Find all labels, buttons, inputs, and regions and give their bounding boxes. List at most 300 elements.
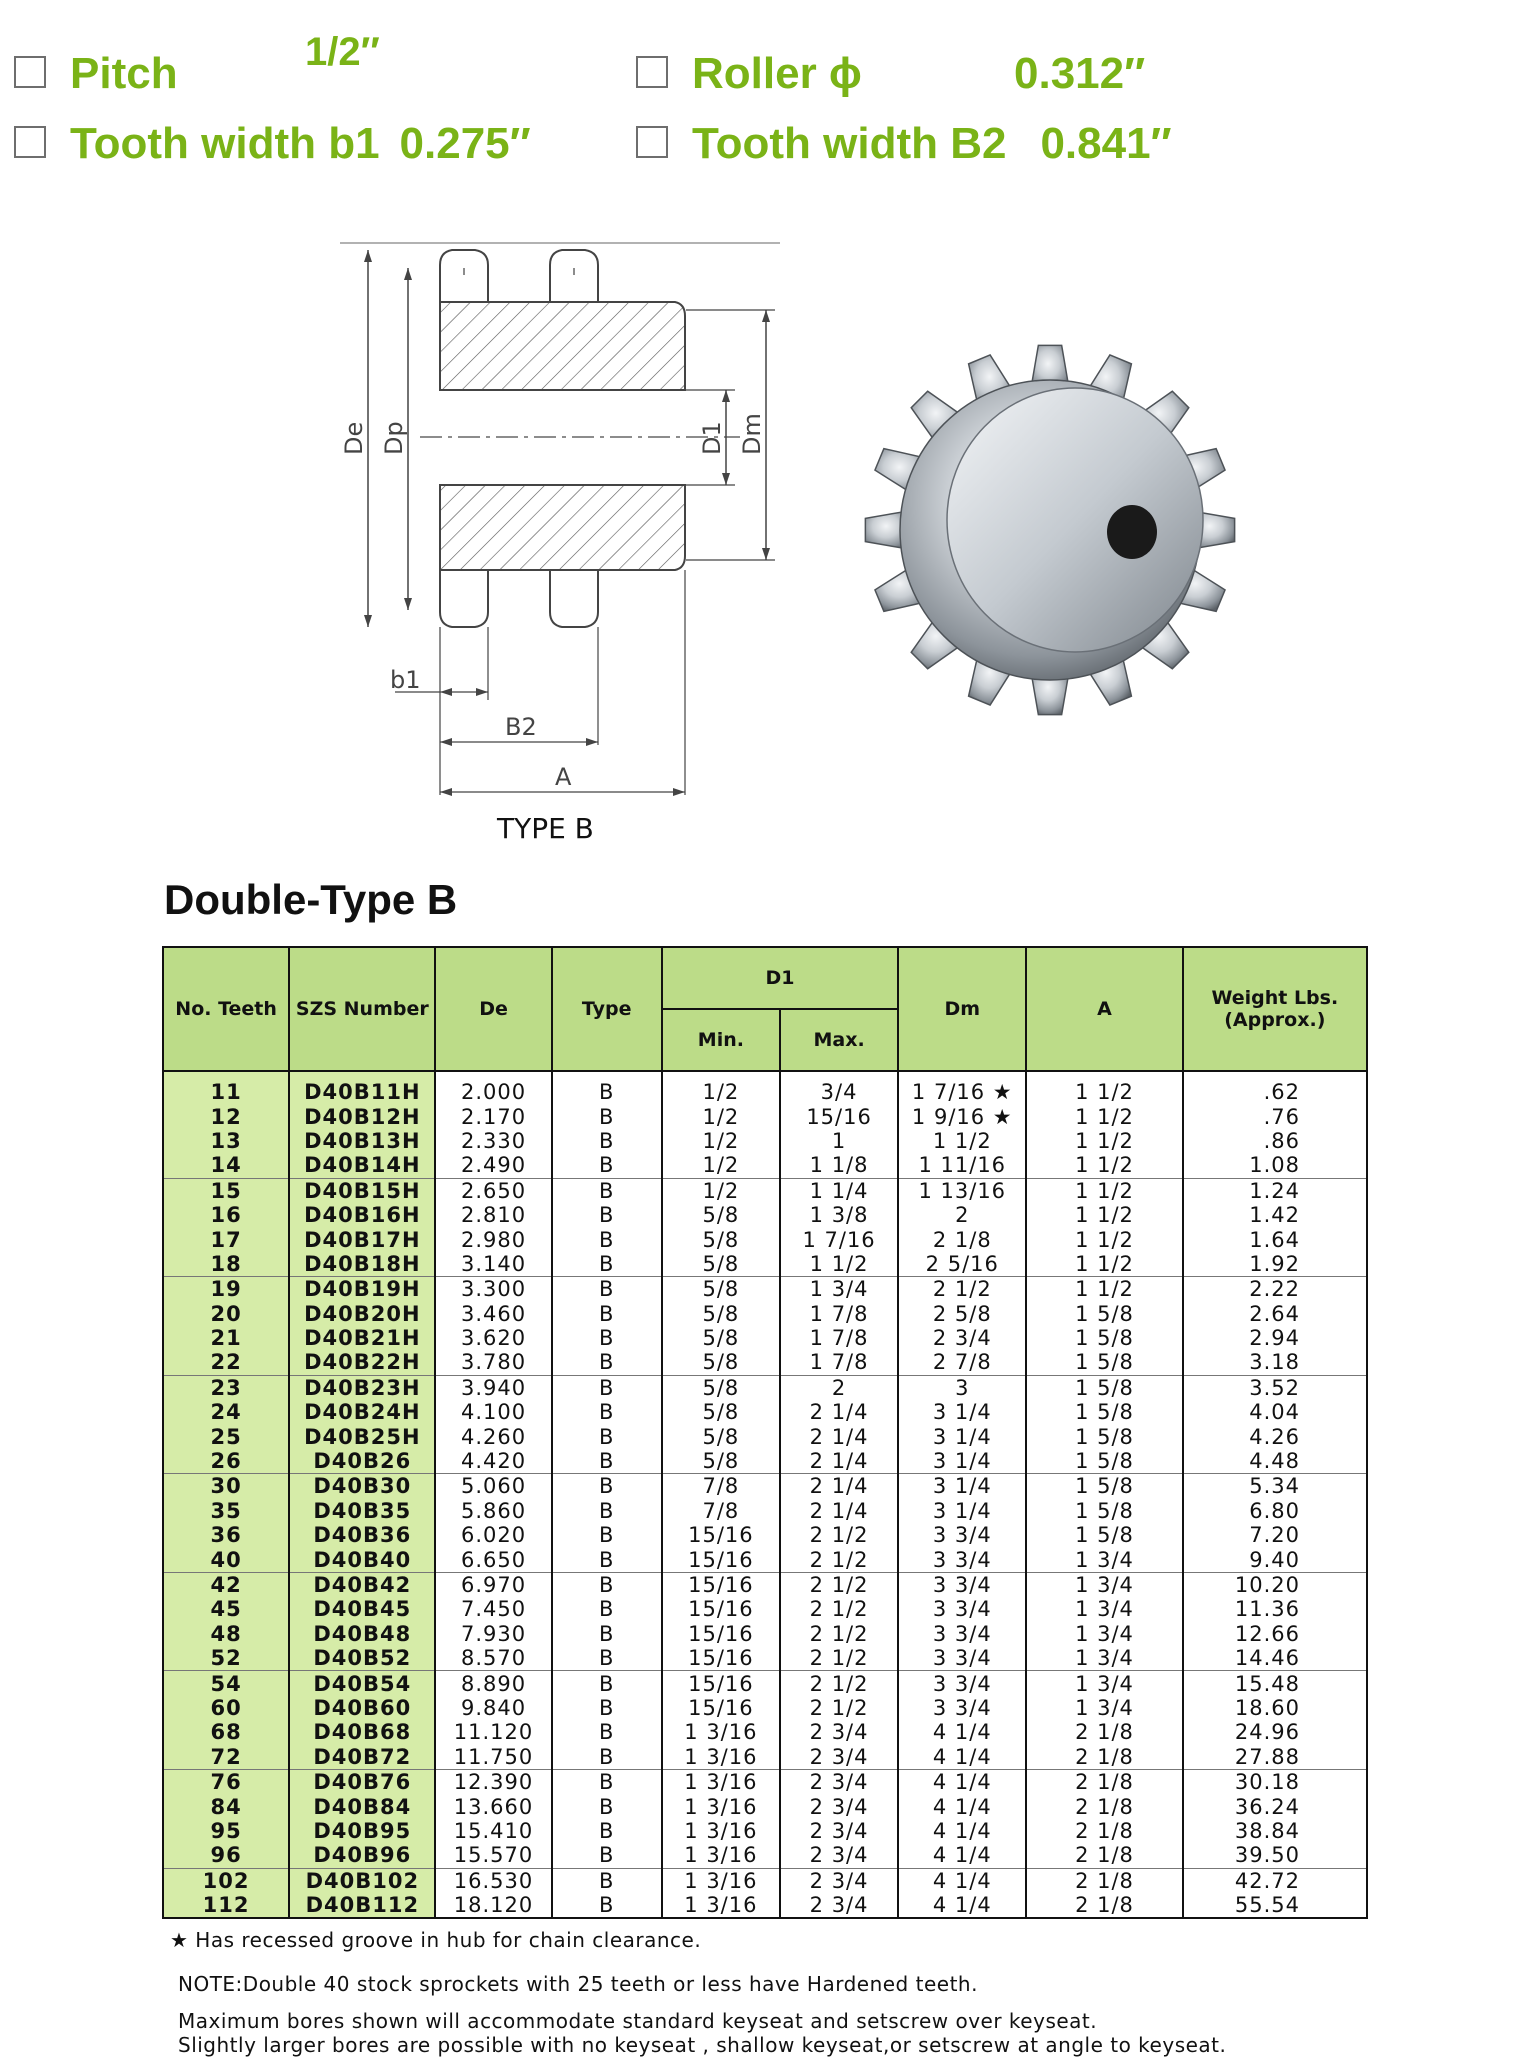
- table-cell: D40B18H: [289, 1252, 435, 1277]
- table-cell: 7/8: [662, 1474, 780, 1499]
- table-row: [163, 1646, 1367, 1671]
- table-cell: 5/8: [662, 1350, 780, 1375]
- table-cell: 3 1/4: [898, 1499, 1026, 1523]
- table-row: [163, 1572, 1367, 1597]
- table-cell: 5/8: [662, 1203, 780, 1227]
- table-cell: 22: [163, 1350, 289, 1375]
- table-cell: 25: [163, 1424, 289, 1448]
- table-cell: 1/2: [662, 1104, 780, 1128]
- table-cell: 45: [163, 1597, 289, 1621]
- table-cell: D40B22H: [289, 1350, 435, 1375]
- table-cell: 5/8: [662, 1326, 780, 1350]
- table-cell: 1 11/16: [898, 1153, 1026, 1178]
- b1-value: 0.275″: [399, 119, 531, 168]
- table-cell: 4.48: [1183, 1449, 1367, 1474]
- label-a: A: [555, 763, 572, 791]
- table-cell: 3 3/4: [898, 1572, 1026, 1597]
- table-cell: 36: [163, 1523, 289, 1547]
- table-cell: 3 3/4: [898, 1547, 1026, 1572]
- table-cell: 15.48: [1183, 1671, 1367, 1696]
- table-cell: 1 9/16 ★: [898, 1104, 1026, 1128]
- technical-drawing: [320, 230, 790, 855]
- table-cell: 2.64: [1183, 1302, 1367, 1326]
- spec-b2: [636, 119, 1172, 168]
- table-cell: 1 1/2: [1026, 1129, 1182, 1153]
- table-cell: 2 1/8: [1026, 1868, 1182, 1893]
- table-cell: 72: [163, 1745, 289, 1770]
- table-cell: B: [552, 1893, 662, 1918]
- b2-value: 0.841″: [1040, 119, 1172, 168]
- table-row: [163, 1350, 1367, 1375]
- table-cell: 1 1/2: [1026, 1178, 1182, 1203]
- table-cell: 2 3/4: [780, 1868, 898, 1893]
- table-cell: 3 3/4: [898, 1622, 1026, 1646]
- table-cell: 4 1/4: [898, 1745, 1026, 1770]
- table-cell: 2 1/8: [898, 1227, 1026, 1251]
- table-cell: 1 5/8: [1026, 1474, 1182, 1499]
- table-cell: 27.88: [1183, 1745, 1367, 1770]
- table-cell: B: [552, 1400, 662, 1424]
- table-cell: B: [552, 1769, 662, 1794]
- table-row: [163, 1794, 1367, 1818]
- table-cell: 2 3/4: [780, 1769, 898, 1794]
- table-cell: 3 1/4: [898, 1474, 1026, 1499]
- table-row: [163, 1227, 1367, 1251]
- table-row: [163, 1819, 1367, 1843]
- table-cell: B: [552, 1277, 662, 1302]
- table-cell: 3 1/4: [898, 1449, 1026, 1474]
- table-cell: 8.890: [435, 1671, 551, 1696]
- table-row: [163, 1499, 1367, 1523]
- table-cell: 16: [163, 1203, 289, 1227]
- table-cell: D40B48: [289, 1622, 435, 1646]
- table-cell: 1 3/16: [662, 1794, 780, 1818]
- table-cell: 60: [163, 1696, 289, 1720]
- table-cell: 3 3/4: [898, 1523, 1026, 1547]
- note-bores-1: Maximum bores shown will accommodate standard keyseat and setscrew over keyseat.: [178, 2009, 1098, 2033]
- table-cell: 7.20: [1183, 1523, 1367, 1547]
- table-row: [163, 1474, 1367, 1499]
- table-cell: 7.930: [435, 1622, 551, 1646]
- table-cell: 4.420: [435, 1449, 551, 1474]
- table-cell: 1: [780, 1129, 898, 1153]
- table-cell: 1 5/8: [1026, 1523, 1182, 1547]
- table-cell: 84: [163, 1794, 289, 1818]
- table-cell: 4 1/4: [898, 1794, 1026, 1818]
- table-cell: D40B16H: [289, 1203, 435, 1227]
- table-cell: B: [552, 1523, 662, 1547]
- note-star: ★ Has recessed groove in hub for chain clearance.: [170, 1928, 702, 1952]
- table-cell: 7/8: [662, 1499, 780, 1523]
- table-cell: 16.530: [435, 1868, 551, 1893]
- pitch-value: 1/2″: [305, 30, 380, 74]
- table-cell: 2.22: [1183, 1277, 1367, 1302]
- table-cell: 15: [163, 1178, 289, 1203]
- table-cell: 5/8: [662, 1277, 780, 1302]
- table-cell: 2 1/8: [1026, 1819, 1182, 1843]
- table-row: [163, 1071, 1367, 1104]
- table-cell: B: [552, 1671, 662, 1696]
- table-cell: .62: [1183, 1071, 1367, 1104]
- table-cell: 55.54: [1183, 1893, 1367, 1918]
- table-cell: 4.26: [1183, 1424, 1367, 1448]
- table-cell: 3.300: [435, 1277, 551, 1302]
- b1-label: Tooth width b1: [70, 119, 380, 168]
- drawing-caption: TYPE B: [497, 812, 594, 845]
- table-cell: 2 1/2: [898, 1277, 1026, 1302]
- table-cell: 12.390: [435, 1769, 551, 1794]
- table-cell: 15/16: [662, 1547, 780, 1572]
- table-cell: 2.810: [435, 1203, 551, 1227]
- table-cell: 2.330: [435, 1129, 551, 1153]
- sprocket-section-svg: [320, 230, 790, 850]
- table-row: [163, 1326, 1367, 1350]
- table-cell: B: [552, 1227, 662, 1251]
- table-cell: D40B68: [289, 1720, 435, 1744]
- table-cell: 5.060: [435, 1474, 551, 1499]
- table-cell: 2.170: [435, 1104, 551, 1128]
- table-cell: B: [552, 1597, 662, 1621]
- table-cell: 2 1/2: [780, 1597, 898, 1621]
- table-cell: D40B13H: [289, 1129, 435, 1153]
- table-cell: 76: [163, 1769, 289, 1794]
- spec-roller: [636, 49, 862, 98]
- table-cell: 3/4: [780, 1071, 898, 1104]
- table-cell: 6.970: [435, 1572, 551, 1597]
- table-cell: 1 3/4: [1026, 1547, 1182, 1572]
- table-row: [163, 1252, 1367, 1277]
- table-cell: D40B84: [289, 1794, 435, 1818]
- table-cell: 18.60: [1183, 1696, 1367, 1720]
- table-cell: D40B112: [289, 1893, 435, 1918]
- table-cell: D40B14H: [289, 1153, 435, 1178]
- table-row: [163, 1400, 1367, 1424]
- table-cell: 1 5/8: [1026, 1449, 1182, 1474]
- table-cell: B: [552, 1572, 662, 1597]
- b1-checkbox[interactable]: [14, 126, 46, 158]
- table-cell: 1 3/4: [1026, 1671, 1182, 1696]
- table-cell: B: [552, 1868, 662, 1893]
- table-cell: 1 3/16: [662, 1893, 780, 1918]
- section-title: Double-Type B: [164, 876, 458, 923]
- table-cell: 1 3/16: [662, 1720, 780, 1744]
- table-cell: 3 1/4: [898, 1400, 1026, 1424]
- table-cell: 5.34: [1183, 1474, 1367, 1499]
- table-cell: 3.940: [435, 1375, 551, 1400]
- header-de: De: [435, 947, 551, 1071]
- table-cell: D40B20H: [289, 1302, 435, 1326]
- table-cell: 1 1/2: [780, 1252, 898, 1277]
- table-cell: D40B11H: [289, 1071, 435, 1104]
- table-cell: 36.24: [1183, 1794, 1367, 1818]
- table-row: [163, 1696, 1367, 1720]
- table-cell: 30: [163, 1474, 289, 1499]
- table-cell: 52: [163, 1646, 289, 1671]
- table-cell: B: [552, 1622, 662, 1646]
- table-row: [163, 1622, 1367, 1646]
- table-cell: 1 5/8: [1026, 1326, 1182, 1350]
- spec-pitch: [14, 49, 178, 98]
- table-cell: B: [552, 1104, 662, 1128]
- table-cell: B: [552, 1843, 662, 1868]
- table-row: [163, 1868, 1367, 1893]
- table-cell: 1 5/8: [1026, 1350, 1182, 1375]
- table-cell: 102: [163, 1868, 289, 1893]
- table-cell: 21: [163, 1326, 289, 1350]
- table-cell: 12: [163, 1104, 289, 1128]
- table-cell: 2 1/2: [780, 1547, 898, 1572]
- table-cell: B: [552, 1720, 662, 1744]
- label-dm: Dm: [738, 413, 766, 455]
- table-cell: 7.450: [435, 1597, 551, 1621]
- header-d1-min: Min.: [662, 1009, 780, 1071]
- table-cell: 15/16: [662, 1696, 780, 1720]
- table-cell: 40: [163, 1547, 289, 1572]
- table-cell: 4 1/4: [898, 1893, 1026, 1918]
- table-cell: 11.750: [435, 1745, 551, 1770]
- table-cell: B: [552, 1696, 662, 1720]
- table-cell: 26: [163, 1449, 289, 1474]
- table-cell: 3.140: [435, 1252, 551, 1277]
- label-d1: D1: [698, 421, 726, 455]
- table-cell: 24.96: [1183, 1720, 1367, 1744]
- table-cell: 35: [163, 1499, 289, 1523]
- table-cell: B: [552, 1350, 662, 1375]
- table-cell: 2 3/4: [898, 1326, 1026, 1350]
- table-cell: D40B95: [289, 1819, 435, 1843]
- table-cell: 112: [163, 1893, 289, 1918]
- table-row: [163, 1597, 1367, 1621]
- table-cell: 1.42: [1183, 1203, 1367, 1227]
- header-szs-number: SZS Number: [289, 947, 435, 1071]
- table-cell: 5/8: [662, 1252, 780, 1277]
- table-cell: 15.570: [435, 1843, 551, 1868]
- table-cell: D40B35: [289, 1499, 435, 1523]
- table-cell: 20: [163, 1302, 289, 1326]
- table-cell: 1 5/8: [1026, 1302, 1182, 1326]
- table-cell: 1 5/8: [1026, 1424, 1182, 1448]
- roller-checkbox[interactable]: [636, 56, 668, 88]
- table-cell: D40B54: [289, 1671, 435, 1696]
- table-cell: 11.36: [1183, 1597, 1367, 1621]
- table-cell: .86: [1183, 1129, 1367, 1153]
- b2-checkbox[interactable]: [636, 126, 668, 158]
- table-cell: D40B17H: [289, 1227, 435, 1251]
- table-cell: 1 13/16: [898, 1178, 1026, 1203]
- table-cell: 3.620: [435, 1326, 551, 1350]
- table-cell: 96: [163, 1843, 289, 1868]
- table-cell: D40B42: [289, 1572, 435, 1597]
- table-cell: 1 7/8: [780, 1302, 898, 1326]
- table-cell: 1 3/4: [1026, 1696, 1182, 1720]
- table-cell: 3: [898, 1375, 1026, 1400]
- table-cell: 2 1/8: [1026, 1769, 1182, 1794]
- table-body: [163, 1071, 1367, 1918]
- table-cell: D40B23H: [289, 1375, 435, 1400]
- table-row: [163, 1745, 1367, 1770]
- table-cell: 11: [163, 1071, 289, 1104]
- header-weight: Weight Lbs. (Approx.): [1183, 947, 1367, 1071]
- table-cell: 1 1/2: [1026, 1252, 1182, 1277]
- table-cell: .76: [1183, 1104, 1367, 1128]
- table-cell: 4.04: [1183, 1400, 1367, 1424]
- table-cell: B: [552, 1745, 662, 1770]
- table-cell: 2 1/4: [780, 1449, 898, 1474]
- table-cell: 15/16: [662, 1646, 780, 1671]
- table-cell: 1.64: [1183, 1227, 1367, 1251]
- note-hardened: NOTE:Double 40 stock sprockets with 25 teeth or less have Hardened teeth.: [178, 1972, 978, 1996]
- table-cell: 23: [163, 1375, 289, 1400]
- table-cell: 5/8: [662, 1375, 780, 1400]
- table-cell: 1 1/8: [780, 1153, 898, 1178]
- table-cell: 1 7/8: [780, 1350, 898, 1375]
- table-cell: 2 3/4: [780, 1843, 898, 1868]
- table-cell: 17: [163, 1227, 289, 1251]
- table-cell: 1 3/4: [780, 1277, 898, 1302]
- table-cell: 1/2: [662, 1129, 780, 1153]
- table-cell: D40B25H: [289, 1424, 435, 1448]
- table-cell: 14.46: [1183, 1646, 1367, 1671]
- table-cell: 2 3/4: [780, 1819, 898, 1843]
- table-cell: 1 3/4: [1026, 1572, 1182, 1597]
- table-cell: B: [552, 1449, 662, 1474]
- table-cell: 5/8: [662, 1449, 780, 1474]
- table-cell: 1 3/4: [1026, 1646, 1182, 1671]
- table-cell: B: [552, 1375, 662, 1400]
- table-cell: 1/2: [662, 1178, 780, 1203]
- table-cell: D40B102: [289, 1868, 435, 1893]
- table-cell: 1 1/2: [1026, 1277, 1182, 1302]
- table-cell: 2 5/16: [898, 1252, 1026, 1277]
- table-cell: 4 1/4: [898, 1843, 1026, 1868]
- table-row: [163, 1424, 1367, 1448]
- table-cell: 1 1/2: [1026, 1227, 1182, 1251]
- table-cell: 1 5/8: [1026, 1499, 1182, 1523]
- table-cell: 2 3/4: [780, 1794, 898, 1818]
- table-cell: B: [552, 1252, 662, 1277]
- table-cell: D40B76: [289, 1769, 435, 1794]
- note-bores-2: Slightly larger bores are possible with no keyseat , shallow keyseat,or setscrew at angle to keyseat.: [178, 2033, 1227, 2057]
- table-cell: D40B60: [289, 1696, 435, 1720]
- table-cell: 1 1/4: [780, 1178, 898, 1203]
- table-cell: 8.570: [435, 1646, 551, 1671]
- table-row: [163, 1375, 1367, 1400]
- table-cell: D40B45: [289, 1597, 435, 1621]
- table-cell: 3 3/4: [898, 1597, 1026, 1621]
- table-cell: D40B26: [289, 1449, 435, 1474]
- table-cell: 1 3/16: [662, 1745, 780, 1770]
- table-cell: 6.020: [435, 1523, 551, 1547]
- table-cell: 15.410: [435, 1819, 551, 1843]
- table-cell: 1 1/2: [1026, 1153, 1182, 1178]
- table-cell: 1 3/16: [662, 1843, 780, 1868]
- table-cell: D40B52: [289, 1646, 435, 1671]
- table-cell: 1 3/8: [780, 1203, 898, 1227]
- table-cell: 1 3/4: [1026, 1622, 1182, 1646]
- table-cell: B: [552, 1794, 662, 1818]
- table-cell: 1 3/16: [662, 1769, 780, 1794]
- table-cell: 1 1/2: [1026, 1071, 1182, 1104]
- pitch-checkbox[interactable]: [14, 56, 46, 88]
- label-de: De: [340, 421, 368, 455]
- label-b2: B2: [505, 713, 537, 741]
- table-cell: D40B40: [289, 1547, 435, 1572]
- table-cell: 9.840: [435, 1696, 551, 1720]
- sprocket-photo: [860, 320, 1260, 725]
- table-cell: 1/2: [662, 1153, 780, 1178]
- table-row: [163, 1104, 1367, 1128]
- table-cell: 1 3/4: [1026, 1597, 1182, 1621]
- spec-b1: [14, 119, 531, 168]
- table-cell: 24: [163, 1400, 289, 1424]
- table-cell: B: [552, 1203, 662, 1227]
- table-cell: 1.08: [1183, 1153, 1367, 1178]
- table-cell: 4 1/4: [898, 1769, 1026, 1794]
- table-cell: 54: [163, 1671, 289, 1696]
- table-cell: 4 1/4: [898, 1819, 1026, 1843]
- table-cell: 5/8: [662, 1302, 780, 1326]
- table-cell: 1 7/8: [780, 1326, 898, 1350]
- table-cell: 18.120: [435, 1893, 551, 1918]
- table-cell: B: [552, 1302, 662, 1326]
- table-row: [163, 1178, 1367, 1203]
- table-cell: 2.980: [435, 1227, 551, 1251]
- table-row: [163, 1129, 1367, 1153]
- table-cell: 15/16: [662, 1523, 780, 1547]
- table-cell: 1 3/16: [662, 1868, 780, 1893]
- table-row: [163, 1302, 1367, 1326]
- table-cell: 1 3/16: [662, 1819, 780, 1843]
- table-cell: 19: [163, 1277, 289, 1302]
- table-cell: 5/8: [662, 1400, 780, 1424]
- table-cell: 4.100: [435, 1400, 551, 1424]
- table-cell: 2.650: [435, 1178, 551, 1203]
- table-cell: 10.20: [1183, 1572, 1367, 1597]
- table-cell: 1 1/2: [1026, 1203, 1182, 1227]
- header-no-teeth: No. Teeth: [163, 947, 289, 1071]
- table-cell: 42: [163, 1572, 289, 1597]
- table-cell: 2 1/4: [780, 1474, 898, 1499]
- table-cell: 1 7/16: [780, 1227, 898, 1251]
- table-cell: B: [552, 1071, 662, 1104]
- table-cell: B: [552, 1474, 662, 1499]
- table-cell: 38.84: [1183, 1819, 1367, 1843]
- table-row: [163, 1277, 1367, 1302]
- table-cell: B: [552, 1499, 662, 1523]
- table-cell: 2 1/2: [780, 1523, 898, 1547]
- table-cell: 2 3/4: [780, 1893, 898, 1918]
- table-row: [163, 1523, 1367, 1547]
- table-cell: 30.18: [1183, 1769, 1367, 1794]
- roller-value: 0.312″: [1014, 49, 1146, 98]
- table-cell: D40B30: [289, 1474, 435, 1499]
- header-d1-max: Max.: [780, 1009, 898, 1071]
- table-cell: B: [552, 1547, 662, 1572]
- table-row: [163, 1547, 1367, 1572]
- sprocket-image: [860, 320, 1260, 720]
- table-cell: 2.490: [435, 1153, 551, 1178]
- table-cell: 2: [780, 1375, 898, 1400]
- header-a: A: [1026, 947, 1182, 1071]
- roller-label: Roller ϕ: [692, 49, 862, 98]
- table-cell: 2 1/2: [780, 1622, 898, 1646]
- table-cell: B: [552, 1153, 662, 1178]
- table-cell: 4 1/4: [898, 1720, 1026, 1744]
- table-cell: 1 5/8: [1026, 1375, 1182, 1400]
- table-cell: 11.120: [435, 1720, 551, 1744]
- table-cell: 2.000: [435, 1071, 551, 1104]
- table-cell: 2 3/4: [780, 1720, 898, 1744]
